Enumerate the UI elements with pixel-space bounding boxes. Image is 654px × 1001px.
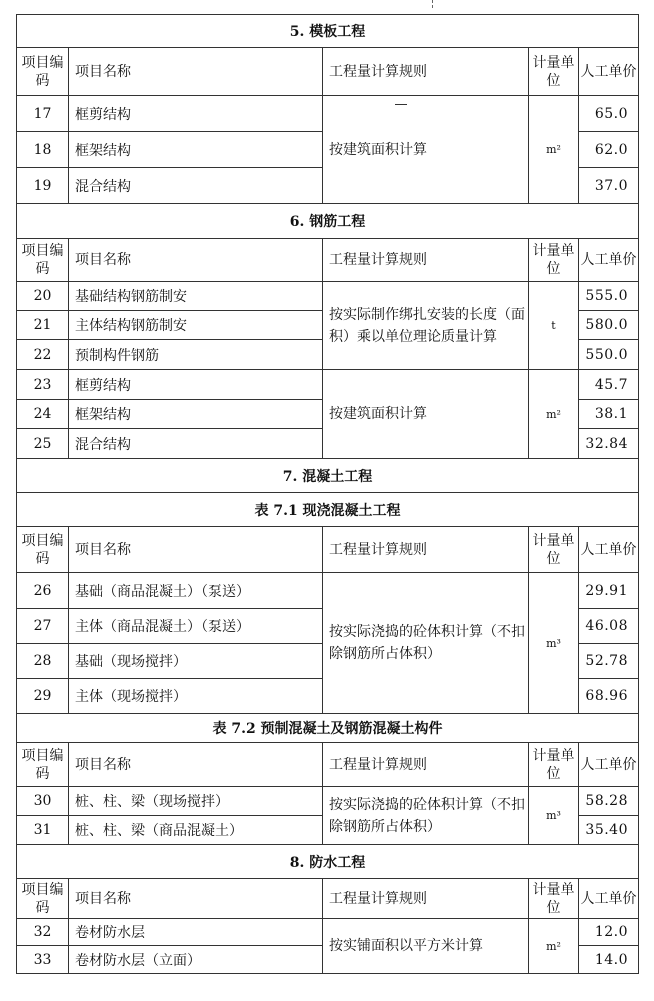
item-name: 框剪结构 xyxy=(69,370,323,400)
section-title-row xyxy=(17,459,639,493)
section-title: 6. 钢筋工程 xyxy=(17,204,639,239)
table-row xyxy=(17,919,639,946)
subtable-title-row xyxy=(17,714,639,743)
header-code: 项目编码 xyxy=(17,743,69,787)
header-name: 项目名称 xyxy=(69,239,323,282)
unit: m³ xyxy=(529,787,579,845)
section-title-row xyxy=(17,15,639,48)
header-price: 人工单价 xyxy=(579,48,639,96)
item-name: 混合结构 xyxy=(69,168,323,204)
section-title: 8. 防水工程 xyxy=(17,845,639,879)
item-code: 28 xyxy=(17,644,69,679)
header-row xyxy=(17,879,639,919)
header-rule: 工程量计算规则 xyxy=(323,239,529,282)
section-title-row xyxy=(17,204,639,239)
unit: m² xyxy=(529,96,579,204)
calc-rule: 按建筑面积计算 xyxy=(323,370,529,459)
item-price: 555.0 xyxy=(579,282,639,311)
item-code: 25 xyxy=(17,429,69,459)
header-name: 项目名称 xyxy=(69,48,323,96)
item-price: 550.0 xyxy=(579,340,639,370)
header-price: 人工单价 xyxy=(579,239,639,282)
header-unit: 计量单位 xyxy=(529,527,579,573)
header-unit: 计量单位 xyxy=(529,239,579,282)
item-price: 580.0 xyxy=(579,311,639,340)
item-code: 21 xyxy=(17,311,69,340)
header-code: 项目编码 xyxy=(17,48,69,96)
item-code: 31 xyxy=(17,816,69,845)
header-rule: 工程量计算规则 xyxy=(323,48,529,96)
item-code: 32 xyxy=(17,919,69,946)
header-name: 项目名称 xyxy=(69,743,323,787)
item-name: 基础（商品混凝土）（泵送） xyxy=(69,573,323,609)
item-name: 卷材防水层（立面） xyxy=(69,946,323,974)
header-name: 项目名称 xyxy=(69,527,323,573)
header-code: 项目编码 xyxy=(17,879,69,919)
subtable-title: 表 7.1 现浇混凝土工程 xyxy=(17,493,639,527)
section-title: 5. 模板工程 xyxy=(17,15,639,48)
item-price: 37.0 xyxy=(579,168,639,204)
header-name: 项目名称 xyxy=(69,879,323,919)
item-name: 卷材防水层 xyxy=(69,919,323,946)
table-row xyxy=(17,573,639,609)
header-row xyxy=(17,239,639,282)
header-code: 项目编码 xyxy=(17,527,69,573)
header-unit: 计量单位 xyxy=(529,879,579,919)
item-price: 12.0 xyxy=(579,919,639,946)
item-code: 29 xyxy=(17,679,69,714)
subtable-title-row xyxy=(17,493,639,527)
calc-rule: 按实铺面积以平方米计算 xyxy=(323,919,529,974)
item-name: 桩、柱、梁（商品混凝土） xyxy=(69,816,323,845)
item-price: 38.1 xyxy=(579,400,639,429)
item-code: 23 xyxy=(17,370,69,400)
header-price: 人工单价 xyxy=(579,527,639,573)
unit: m³ xyxy=(529,573,579,714)
calc-rule: 按实际浇捣的砼体积计算（不扣除钢筋所占体积） xyxy=(323,787,529,845)
header-rule: 工程量计算规则 xyxy=(323,879,529,919)
item-name: 框剪结构 xyxy=(69,96,323,132)
header-row xyxy=(17,48,639,96)
table-row xyxy=(17,96,639,132)
table-row xyxy=(17,370,639,400)
header-unit: 计量单位 xyxy=(529,48,579,96)
item-name: 基础结构钢筋制安 xyxy=(69,282,323,311)
item-name: 预制构件钢筋 xyxy=(69,340,323,370)
item-code: 30 xyxy=(17,787,69,816)
item-price: 58.28 xyxy=(579,787,639,816)
header-price: 人工单价 xyxy=(579,879,639,919)
section-title-row xyxy=(17,845,639,879)
price-table-page xyxy=(16,14,638,974)
item-price: 46.08 xyxy=(579,609,639,644)
item-name: 主体结构钢筋制安 xyxy=(69,311,323,340)
item-price: 35.40 xyxy=(579,816,639,845)
header-rule: 工程量计算规则 xyxy=(323,743,529,787)
subtable-title: 表 7.2 预制混凝土及钢筋混凝土构件 xyxy=(17,714,639,743)
item-code: 18 xyxy=(17,132,69,168)
header-unit: 计量单位 xyxy=(529,743,579,787)
item-code: 19 xyxy=(17,168,69,204)
unit: m² xyxy=(529,370,579,459)
item-name: 主体（商品混凝土）（泵送） xyxy=(69,609,323,644)
scan-mark xyxy=(432,0,434,8)
item-code: 24 xyxy=(17,400,69,429)
calc-rule: 按实际制作绑扎安装的长度（面积）乘以单位理论质量计算 xyxy=(323,282,529,370)
item-name: 框架结构 xyxy=(69,132,323,168)
item-name: 桩、柱、梁（现场搅拌） xyxy=(69,787,323,816)
header-price: 人工单价 xyxy=(579,743,639,787)
item-code: 27 xyxy=(17,609,69,644)
table-row xyxy=(17,282,639,311)
item-code: 20 xyxy=(17,282,69,311)
item-price: 45.7 xyxy=(579,370,639,400)
header-row xyxy=(17,527,639,573)
item-code: 33 xyxy=(17,946,69,974)
item-price: 68.96 xyxy=(579,679,639,714)
header-code: 项目编码 xyxy=(17,239,69,282)
item-code: 17 xyxy=(17,96,69,132)
section-title: 7. 混凝土工程 xyxy=(17,459,639,493)
header-row xyxy=(17,743,639,787)
header-rule: 工程量计算规则 xyxy=(323,527,529,573)
unit: t xyxy=(529,282,579,370)
item-price: 52.78 xyxy=(579,644,639,679)
stray-dash-mark xyxy=(395,104,407,105)
calc-rule: 按实际浇捣的砼体积计算（不扣除钢筋所占体积） xyxy=(323,573,529,714)
item-code: 22 xyxy=(17,340,69,370)
labor-price-table xyxy=(16,14,639,974)
item-price: 65.0 xyxy=(579,96,639,132)
unit: m² xyxy=(529,919,579,974)
item-name: 主体（现场搅拌） xyxy=(69,679,323,714)
item-price: 62.0 xyxy=(579,132,639,168)
item-price: 14.0 xyxy=(579,946,639,974)
item-price: 29.91 xyxy=(579,573,639,609)
item-code: 26 xyxy=(17,573,69,609)
item-name: 框架结构 xyxy=(69,400,323,429)
item-price: 32.84 xyxy=(579,429,639,459)
item-name: 基础（现场搅拌） xyxy=(69,644,323,679)
item-name: 混合结构 xyxy=(69,429,323,459)
calc-rule: 按建筑面积计算 xyxy=(323,96,529,204)
table-row xyxy=(17,787,639,816)
